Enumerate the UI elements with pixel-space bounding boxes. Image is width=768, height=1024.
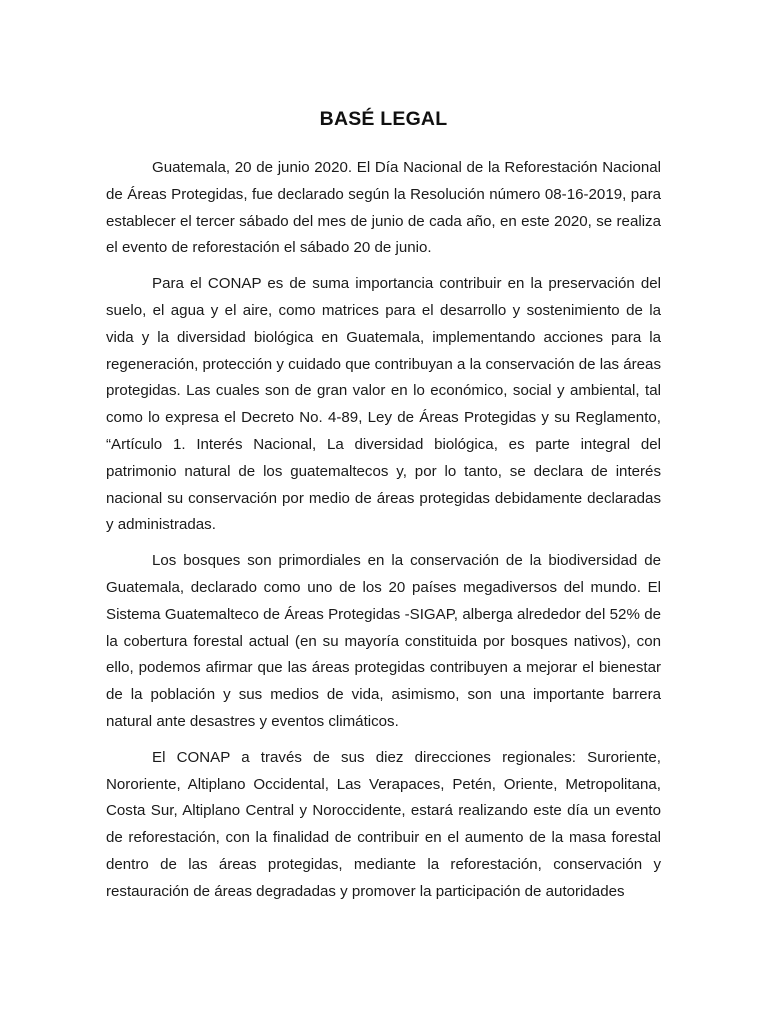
paragraph-3: Los bosques son primordiales en la conservación de la biodiversidad de Guatemala, declarado como uno de los 20 países megadiversos del mundo. El Sistema Guatemalteco de Áreas Protegidas -SIGAP, alberga alrededor del 52% de la cobertura forestal actual (en su mayoría constituida por bosques nativos), con ello, podemos afirmar que las áreas protegidas contribuyen a mejorar el bienestar de la población y sus medios de vida, asimismo, son una importante barrera natural ante desastres y eventos climáticos. (106, 552, 661, 730)
document-page (106, 0, 661, 906)
paragraph-4: El CONAP a través de sus diez direcciones regionales: Suroriente, Nororiente, Altiplano Occidental, Las Verapaces, Petén, Oriente, Metropolitana, Costa Sur, Altiplano Central y Noroccidente, estará realizando este día un evento de reforestación, con la finalidad de contribuir en el aumento de la masa forestal dentro de las áreas protegidas, mediante la reforestación, conservación y restauración de áreas degradadas y promover la participación de autoridades (106, 748, 661, 900)
paragraph-2: Para el CONAP es de suma importancia contribuir en la preservación del suelo, el agua y el aire, como matrices para el desarrollo y sostenimiento de la vida y la diversidad biológica en Guatemala, implementando acciones para la regeneración, protección y cuidado que contribuyan a la conservación de las áreas protegidas. Las cuales son de gran valor en lo económico, social y ambiental, tal como lo expresa el Decreto No. 4-89, Ley de Áreas Protegidas y su Reglamento, “Artículo 1. Interés Nacional, La diversidad biológica, es parte integral del patrimonio natural de los guatemaltecos y, por lo tanto, se declara de interés nacional su conservación por medio de áreas protegidas debidamente declaradas y administradas. (106, 275, 661, 534)
paragraph-1: Guatemala, 20 de junio 2020. El Día Nacional de la Reforestación Nacional de Áreas Protegidas, fue declarado según la Resolución número 08-16-2019, para establecer el tercer sábado del mes de junio de cada año, en este 2020, se realiza el evento de reforestación el sábado 20 de junio. (106, 159, 661, 257)
document-title: BASÉ LEGAL (319, 108, 448, 130)
